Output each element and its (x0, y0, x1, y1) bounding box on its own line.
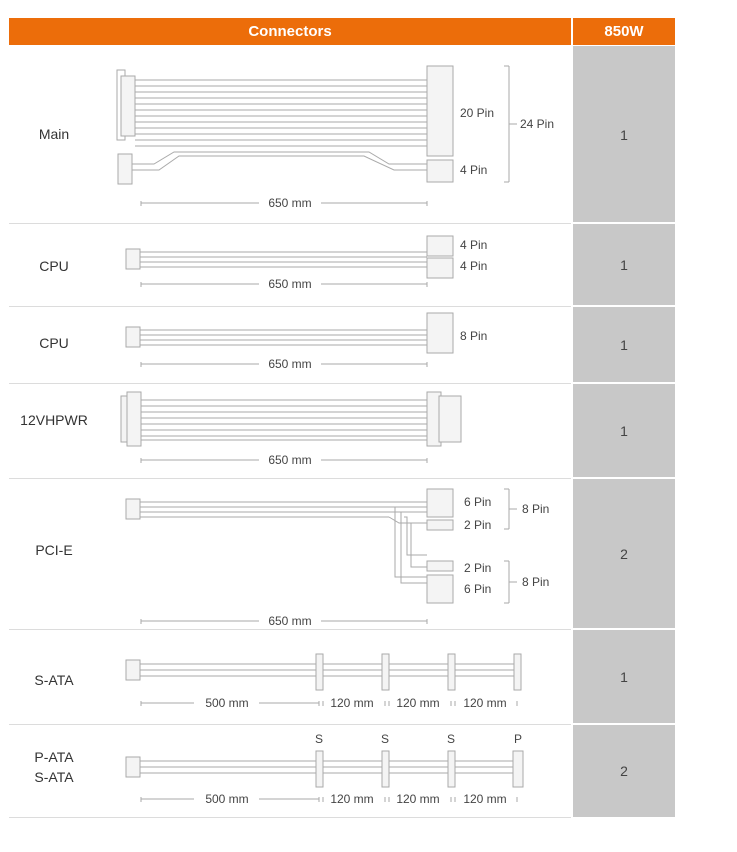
pin-label: 4 Pin (460, 238, 488, 252)
length-label: 650 mm (268, 453, 312, 467)
count-cell: 2 (573, 479, 675, 629)
length-label: 120 mm (463, 696, 507, 710)
length-label: 120 mm (330, 792, 374, 806)
row-12vhpwr (9, 384, 675, 478)
group-label: 8 Pin (522, 575, 550, 589)
length-label: 650 mm (268, 196, 312, 210)
pin-label: 4 Pin (460, 163, 488, 177)
length-label: 500 mm (205, 696, 249, 710)
connector-tag: P (513, 732, 523, 746)
group-label: 24 Pin (520, 117, 555, 131)
sata-cable-diagram (9, 630, 571, 724)
row-divider (9, 817, 571, 818)
length-label: 120 mm (396, 792, 440, 806)
length-label: 650 mm (268, 277, 312, 291)
count-cell: 1 (573, 307, 675, 383)
main-cable-diagram (9, 46, 571, 223)
pcie-cable-diagram (9, 479, 571, 629)
row-main (9, 46, 675, 223)
pin-label: 6 Pin (464, 495, 492, 509)
length-label: 650 mm (268, 614, 312, 628)
row-cpu-4-4 (9, 224, 675, 306)
header-wattage: 850W (573, 18, 675, 45)
pin-label: 8 Pin (460, 329, 488, 343)
length-label: 120 mm (330, 696, 374, 710)
pin-label: 2 Pin (464, 561, 492, 575)
row-label: CPU (39, 258, 69, 274)
connector-tag: S (380, 732, 390, 746)
pin-label: 4 Pin (460, 259, 488, 273)
pin-label: 6 Pin (464, 582, 492, 596)
length-label: 650 mm (268, 357, 312, 371)
count-cell: 1 (573, 384, 675, 478)
count-cell: 1 (573, 224, 675, 306)
pin-label: 2 Pin (464, 518, 492, 532)
pin-label: 20 Pin (460, 106, 495, 120)
row-label: PCI-E (35, 542, 73, 558)
pata-sata-cable-diagram (9, 725, 571, 817)
count-cell: 1 (573, 46, 675, 223)
row-pata-sata (9, 725, 675, 817)
row-sata (9, 630, 675, 724)
12vhpwr-cable-diagram (9, 384, 571, 478)
length-label: 500 mm (205, 792, 249, 806)
row-cpu-8 (9, 307, 675, 383)
row-label: S-ATA (34, 672, 74, 688)
connector-tag: S (446, 732, 456, 746)
row-pcie (9, 479, 675, 629)
count-cell: 1 (573, 630, 675, 724)
length-label: 120 mm (463, 792, 507, 806)
count-cell: 2 (573, 725, 675, 817)
row-label-line2: S-ATA (34, 769, 74, 785)
row-label: CPU (39, 335, 69, 351)
cpu44-cable-diagram (9, 224, 571, 306)
length-label: 120 mm (396, 696, 440, 710)
header-connectors: Connectors (9, 18, 571, 45)
row-label-line1: P-ATA (34, 749, 74, 765)
cpu8-cable-diagram (9, 307, 571, 383)
row-label: 12VHPWR (20, 412, 88, 428)
row-label: Main (38, 126, 70, 142)
group-label: 8 Pin (522, 502, 550, 516)
connector-tag: S (314, 732, 324, 746)
